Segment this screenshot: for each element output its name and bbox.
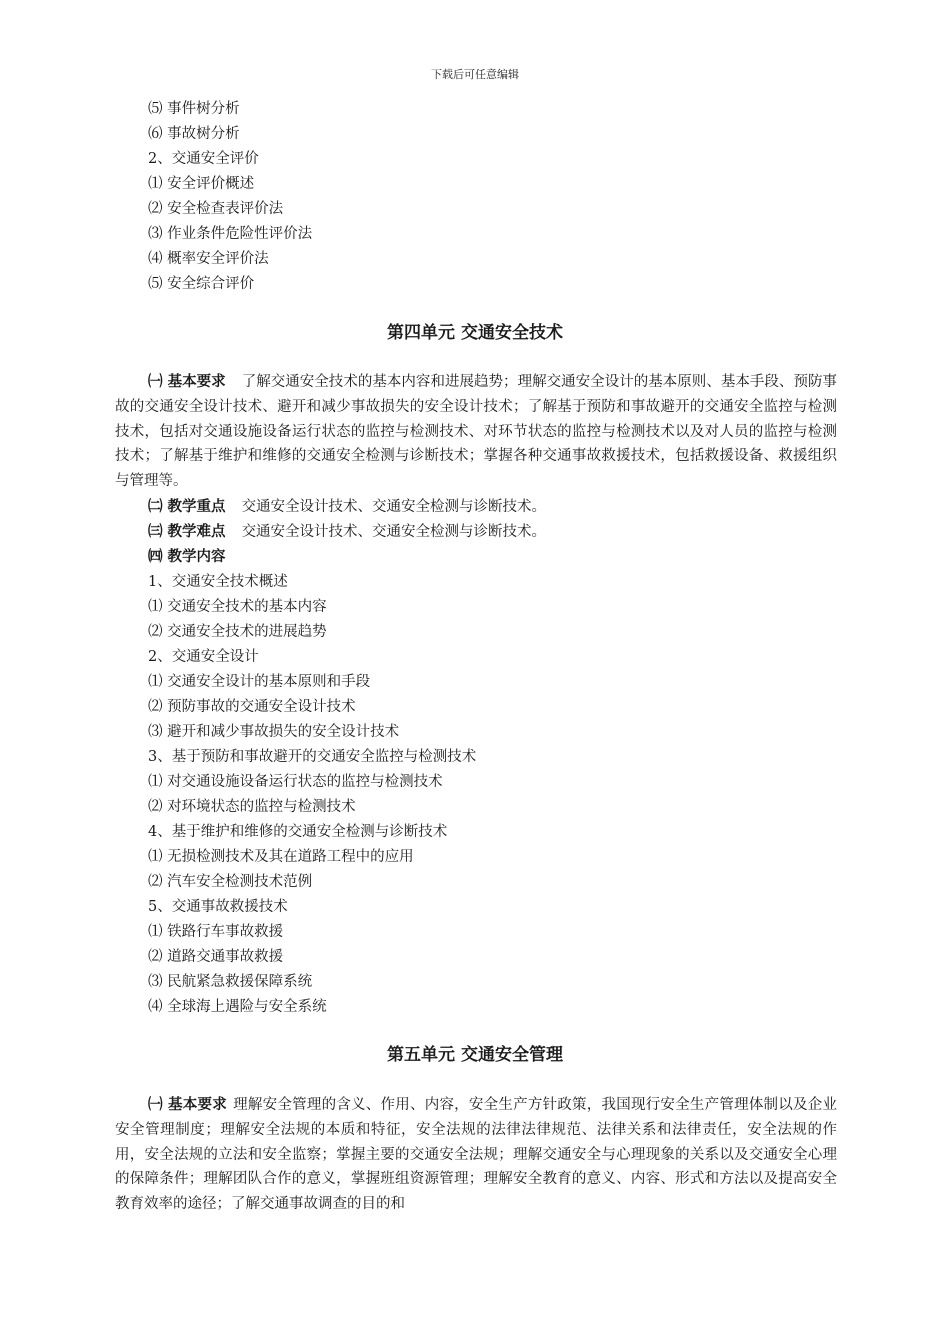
unit5-req-label: ㈠ 基本要求 [148,1096,227,1113]
list-item: ⑵ 交通安全技术的进展趋势 [148,624,327,640]
list-item: ⑵ 预防事故的交通安全设计技术 [148,699,356,715]
list-item: ⑷ 全球海上遇险与安全系统 [148,999,327,1015]
list-item: 3、基于预防和事故避开的交通安全监控与检测技术 [148,749,477,765]
list-item: ⑹ 事故树分析 [148,126,240,142]
list-item: ⑴ 对交通设施设备运行状态的监控与检测技术 [148,774,443,790]
list-item: ⑵ 对环境状态的监控与检测技术 [148,799,356,815]
list-item: ⑴ 无损检测技术及其在道路工程中的应用 [148,849,414,865]
unit4-diff-text: 交通安全设计技术、交通安全检测与诊断技术。 [241,524,547,540]
unit4-key-text: 交通安全设计技术、交通安全检测与诊断技术。 [241,499,547,515]
list-item: ⑴ 铁路行车事故救援 [148,924,284,940]
list-item: ⑴ 交通安全技术的基本内容 [148,599,327,615]
unit4-requirements [115,370,837,494]
list-item: ⑶ 避开和减少事故损失的安全设计技术 [148,724,400,740]
list-item: ⑶ 民航紧急救援保障系统 [148,974,313,990]
list-item: 4、基于维护和维修的交通安全检测与诊断技术 [148,824,448,840]
list-item: ⑵ 汽车安全检测技术范例 [148,874,313,890]
unit5-title: 第五单元 交通安全管理 [387,1045,563,1065]
unit4-diff-label: ㈢ 教学难点 [148,523,226,540]
unit4-content-label: ㈣ 教学内容 [148,548,226,565]
list-item: ⑸ 事件树分析 [148,101,240,117]
list-item: ⑸ 安全综合评价 [148,276,255,292]
unit4-key-label: ㈡ 教学重点 [148,498,226,515]
unit4-key-points [148,497,546,517]
list-item: ⑴ 安全评价概述 [148,176,255,192]
list-item: 1、交通安全技术概述 [148,574,288,590]
list-item: 5、交通事故救援技术 [148,899,288,915]
unit4-req-text: 了解交通安全技术的基本内容和进展趋势；理解交通安全设计的基本原则、基本手段、预防事故的交通安全设计技术、避开和减少事故损失的安全设计技术；了解基于预防和事故避开的交通安全监控与检测技术，包括对交通设施设备运行状态的监控与检测技术、对环节状态的监控与检测技术以及对人员的监控与检测技术；了解基于维护和维修的交通安全检测与诊断技术；掌握各种交通事故救援技术，包括救援设备、救援组织与管理等。 [115,374,837,490]
page-header: 下载后可任意编辑 [431,68,519,81]
list-item: 2、交通安全评价 [148,151,259,167]
unit5-requirements [115,1093,837,1217]
list-item: ⑴ 交通安全设计的基本原则和手段 [148,674,371,690]
unit5-req-text: 理解安全管理的含义、作用、内容，安全生产方针政策，我国现行安全生产管理体制以及企业安全管理制度；理解安全法规的本质和特征，安全法规的法律法律规范、法律关系和法律责任，安全法规的作用，安全法规的立法和安全监察；掌握主要的交通安全法规；理解交通安全与心理现象的关系以及交通安全心理的保障条件；理解团队合作的意义，掌握班组资源管理；理解安全教育的意义、内容、形式和方法以及提高安全教育效率的途径；了解交通事故调查的目的和 [115,1097,837,1213]
list-item: ⑵ 安全检查表评价法 [148,201,284,217]
list-item: ⑶ 作业条件危险性评价法 [148,226,313,242]
list-item: 2、交通安全设计 [148,649,259,665]
list-item: ⑵ 道路交通事故救援 [148,949,284,965]
unit4-req-label: ㈠ 基本要求 [148,373,226,390]
unit4-title: 第四单元 交通安全技术 [387,323,563,343]
unit4-difficulties [148,522,546,542]
list-item: ⑷ 概率安全评价法 [148,251,269,267]
